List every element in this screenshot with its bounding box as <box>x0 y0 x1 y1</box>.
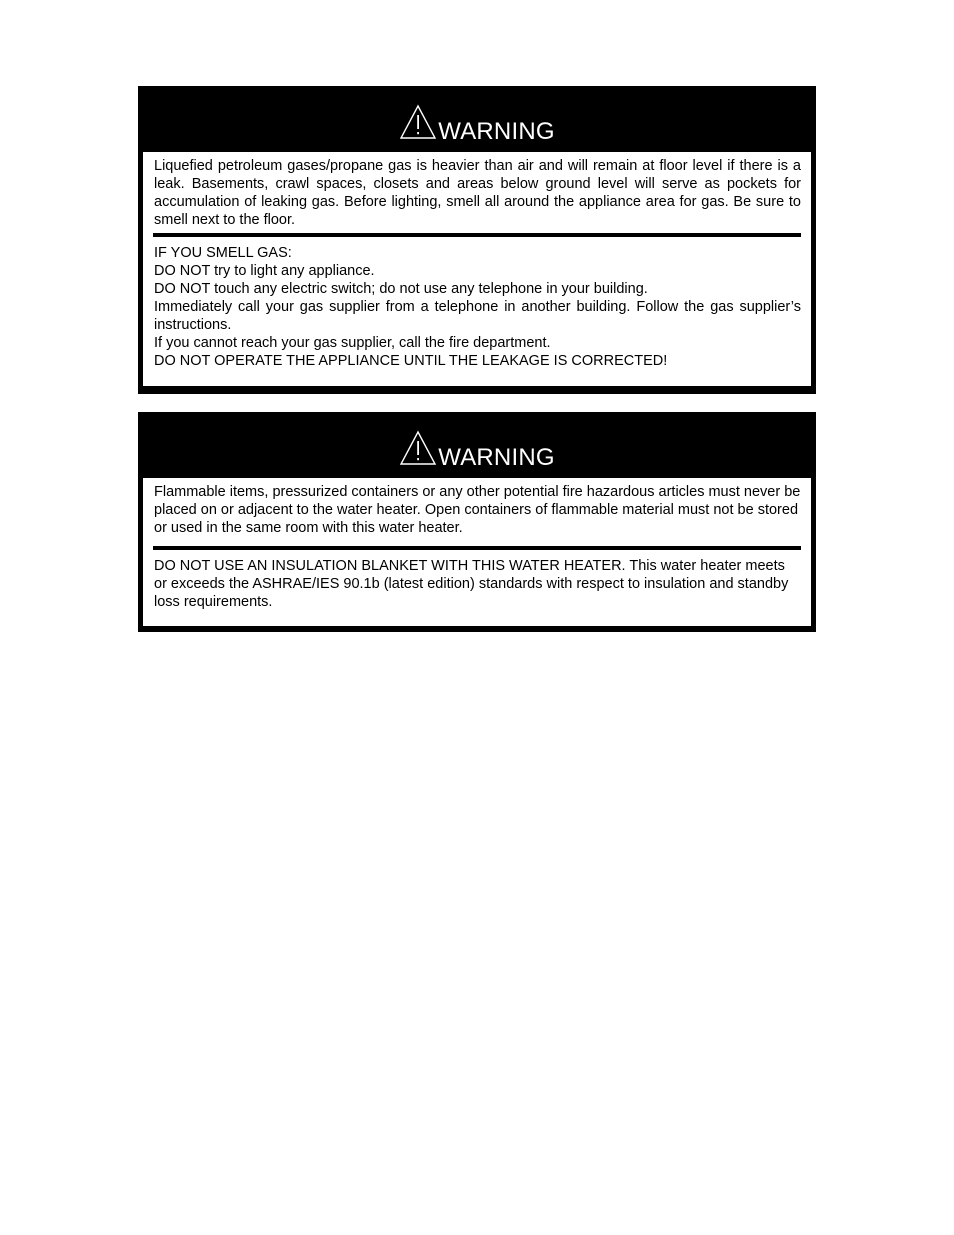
instruction-line: DO NOT try to light any appliance. <box>154 263 375 279</box>
warning-header <box>143 412 811 478</box>
warning-triangle-icon <box>399 104 437 140</box>
warning-box-flammable-items <box>138 412 816 632</box>
warning-body <box>143 152 811 386</box>
warning-title: WARNING <box>438 118 555 145</box>
flammable-items-paragraph: Flammable items, pressurized containers or any other potential fire hazardous articles must never be placed on or adjacent to the water heater. Open containers of flammable material must not be stored or used in the same room with this water heater. <box>154 484 801 536</box>
gas-smell-instructions <box>143 237 811 370</box>
instruction-line: Immediately call your gas supplier from a telephone in another building. Follow the gas supplier’s instructions. <box>154 299 801 333</box>
instruction-line: DO NOT OPERATE THE APPLIANCE UNTIL THE LEAKAGE IS CORRECTED! <box>154 353 668 369</box>
warning-title: WARNING <box>438 444 555 471</box>
instruction-line: IF YOU SMELL GAS: <box>154 245 292 261</box>
insulation-blanket-paragraph: DO NOT USE AN INSULATION BLANKET WITH THIS WATER HEATER. This water heater meets or exceeds the ASHRAE/IES 90.1b (latest edition) standards with respect to insulation and standby loss requirements. <box>154 558 789 610</box>
warning-triangle-icon <box>399 430 437 466</box>
instruction-line: If you cannot reach your gas supplier, call the fire department. <box>154 335 551 351</box>
warning-box-gas-leak <box>138 86 816 394</box>
instruction-line: DO NOT touch any electric switch; do not use any telephone in your building. <box>154 281 648 297</box>
warning-header <box>143 86 811 152</box>
lp-gas-paragraph: Liquefied petroleum gases/propane gas is heavier than air and will remain at floor level if there is a leak. Basements, crawl spaces, closets and areas below ground level will serve as pockets for accumulation of leaking gas. Before lighting, smell all around the appliance area for gas. Be sure to smell next to the floor. <box>154 158 801 228</box>
warning-body <box>143 478 811 626</box>
